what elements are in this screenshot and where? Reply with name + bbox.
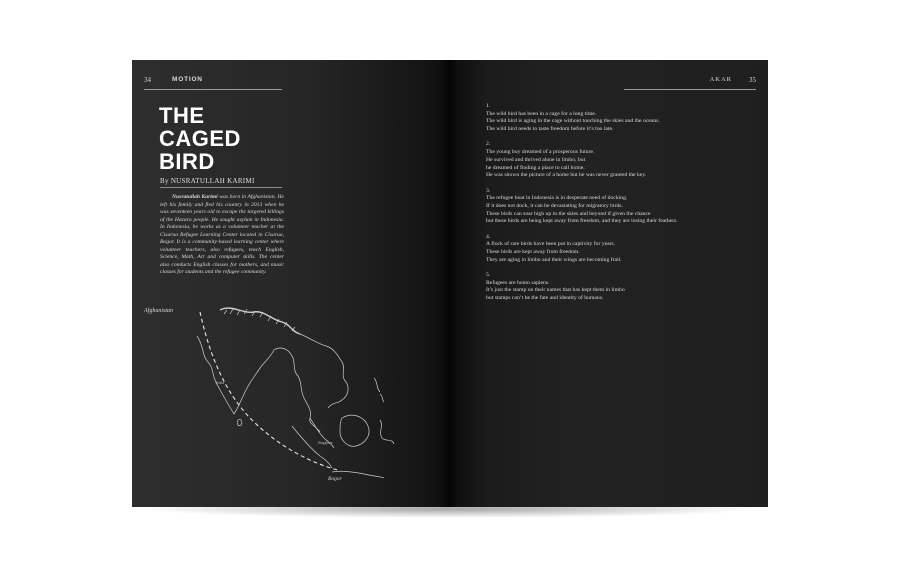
stanza-number: 2. bbox=[486, 141, 491, 148]
sumatra bbox=[292, 426, 332, 468]
map-label-india: India bbox=[216, 380, 225, 385]
poem-line: The wild bird has been in a cage for a long time. bbox=[486, 110, 597, 117]
bio-text: was born in Afghanistan. He left his family and fled his country in 2013 when he was seventeen years old to escape the targeted killings of the Hazara people. He sought asylum in Indonesia. In Indonesia, he works as a volunteer teacher at the Cisarua Refugee Learning Center located in Cisarua, Bogor. It is a community-based learning center where volunteer teachers, also refugees, teach English, Science, Math, Art and computer skills. The center also conducts English classes for mothers, and music classes for students and the refugee community. bbox=[160, 194, 284, 276]
poem-line: but stamps can’t be the fate and identity of humans. bbox=[486, 295, 604, 302]
poem-body bbox=[486, 103, 786, 310]
magazine-spread bbox=[132, 60, 768, 507]
route-map-illustration bbox=[142, 298, 412, 488]
mountain-range bbox=[220, 308, 300, 334]
poem-line: A flock of rare birds have been put in captivity for years. bbox=[486, 241, 616, 248]
map-label-singapore: Singapore bbox=[318, 441, 333, 445]
poem-stanza bbox=[486, 141, 786, 180]
spine-gutter bbox=[442, 60, 456, 507]
poem-line: He was shown the picture of a home but he was never granted the key. bbox=[486, 172, 647, 179]
left-folio bbox=[144, 75, 282, 90]
title-line: THE bbox=[159, 103, 205, 128]
right-section-label: AKAR bbox=[709, 76, 732, 83]
poem-line: These birds are kept away from freedom. bbox=[486, 249, 580, 256]
title-line: CAGED bbox=[159, 126, 241, 151]
sulawesi bbox=[380, 420, 394, 444]
poem-line: If it does not dock, it can be devastating for migratory birds. bbox=[486, 202, 623, 209]
author-bio bbox=[160, 194, 284, 277]
stanza-number: 1. bbox=[486, 103, 491, 109]
poem-line: Refugees are homo sapiens. bbox=[486, 279, 550, 286]
poem-stanza bbox=[486, 103, 786, 134]
poem-line: These birds can soar high up in the skies and beyond if given the chance bbox=[486, 210, 651, 217]
left-page-number: 34 bbox=[144, 76, 151, 84]
poem-line: but these birds are being kept away from freedom, and they are losing their feathers. bbox=[486, 218, 678, 225]
stanza-number: 4. bbox=[486, 233, 491, 240]
sri-lanka bbox=[237, 419, 241, 425]
left-page bbox=[132, 60, 448, 507]
southeast-asia-coastline bbox=[274, 348, 320, 432]
poem-line: It’s just the stamp on their names that has kept them in limbo bbox=[486, 287, 625, 294]
poem-line: They are aging in limbo and their wings are becoming frail. bbox=[486, 256, 622, 263]
bio-name: Nusratullah Karimi bbox=[172, 194, 218, 200]
title-line: BIRD bbox=[159, 149, 215, 174]
poem-line: The wild bird needs to taste freedom before it’s too late. bbox=[486, 126, 614, 133]
india-coastline bbox=[197, 336, 274, 414]
poem-line: The wild bird is aging in the cage without touching the skies and the oceans. bbox=[486, 118, 660, 125]
borneo bbox=[340, 415, 369, 446]
poem-stanza bbox=[486, 234, 786, 265]
article-title bbox=[159, 104, 241, 173]
right-page-number: 35 bbox=[749, 76, 756, 84]
poem-line: he dreamed of finding a place to call home. bbox=[486, 164, 585, 171]
poem-line: He survived and thrived alone in limbo, but bbox=[486, 156, 586, 163]
stanza-number: 5. bbox=[486, 272, 491, 279]
map-label-bogor: Bogor bbox=[328, 476, 342, 482]
byline: By NUSRATULLAH KARIMI bbox=[160, 177, 282, 188]
map-label-afghanistan: Afghanistan bbox=[144, 308, 174, 314]
left-section-label: MOTION bbox=[172, 76, 203, 83]
poem-stanza bbox=[486, 272, 786, 303]
right-folio bbox=[624, 75, 756, 90]
poem-stanza bbox=[486, 188, 786, 227]
stanza-number: 3. bbox=[486, 187, 491, 194]
poem-line: The refugee boat in Indonesia is in desperate need of docking. bbox=[486, 195, 628, 202]
poem-line: The young boy dreamed of a prosperous future. bbox=[486, 149, 595, 156]
